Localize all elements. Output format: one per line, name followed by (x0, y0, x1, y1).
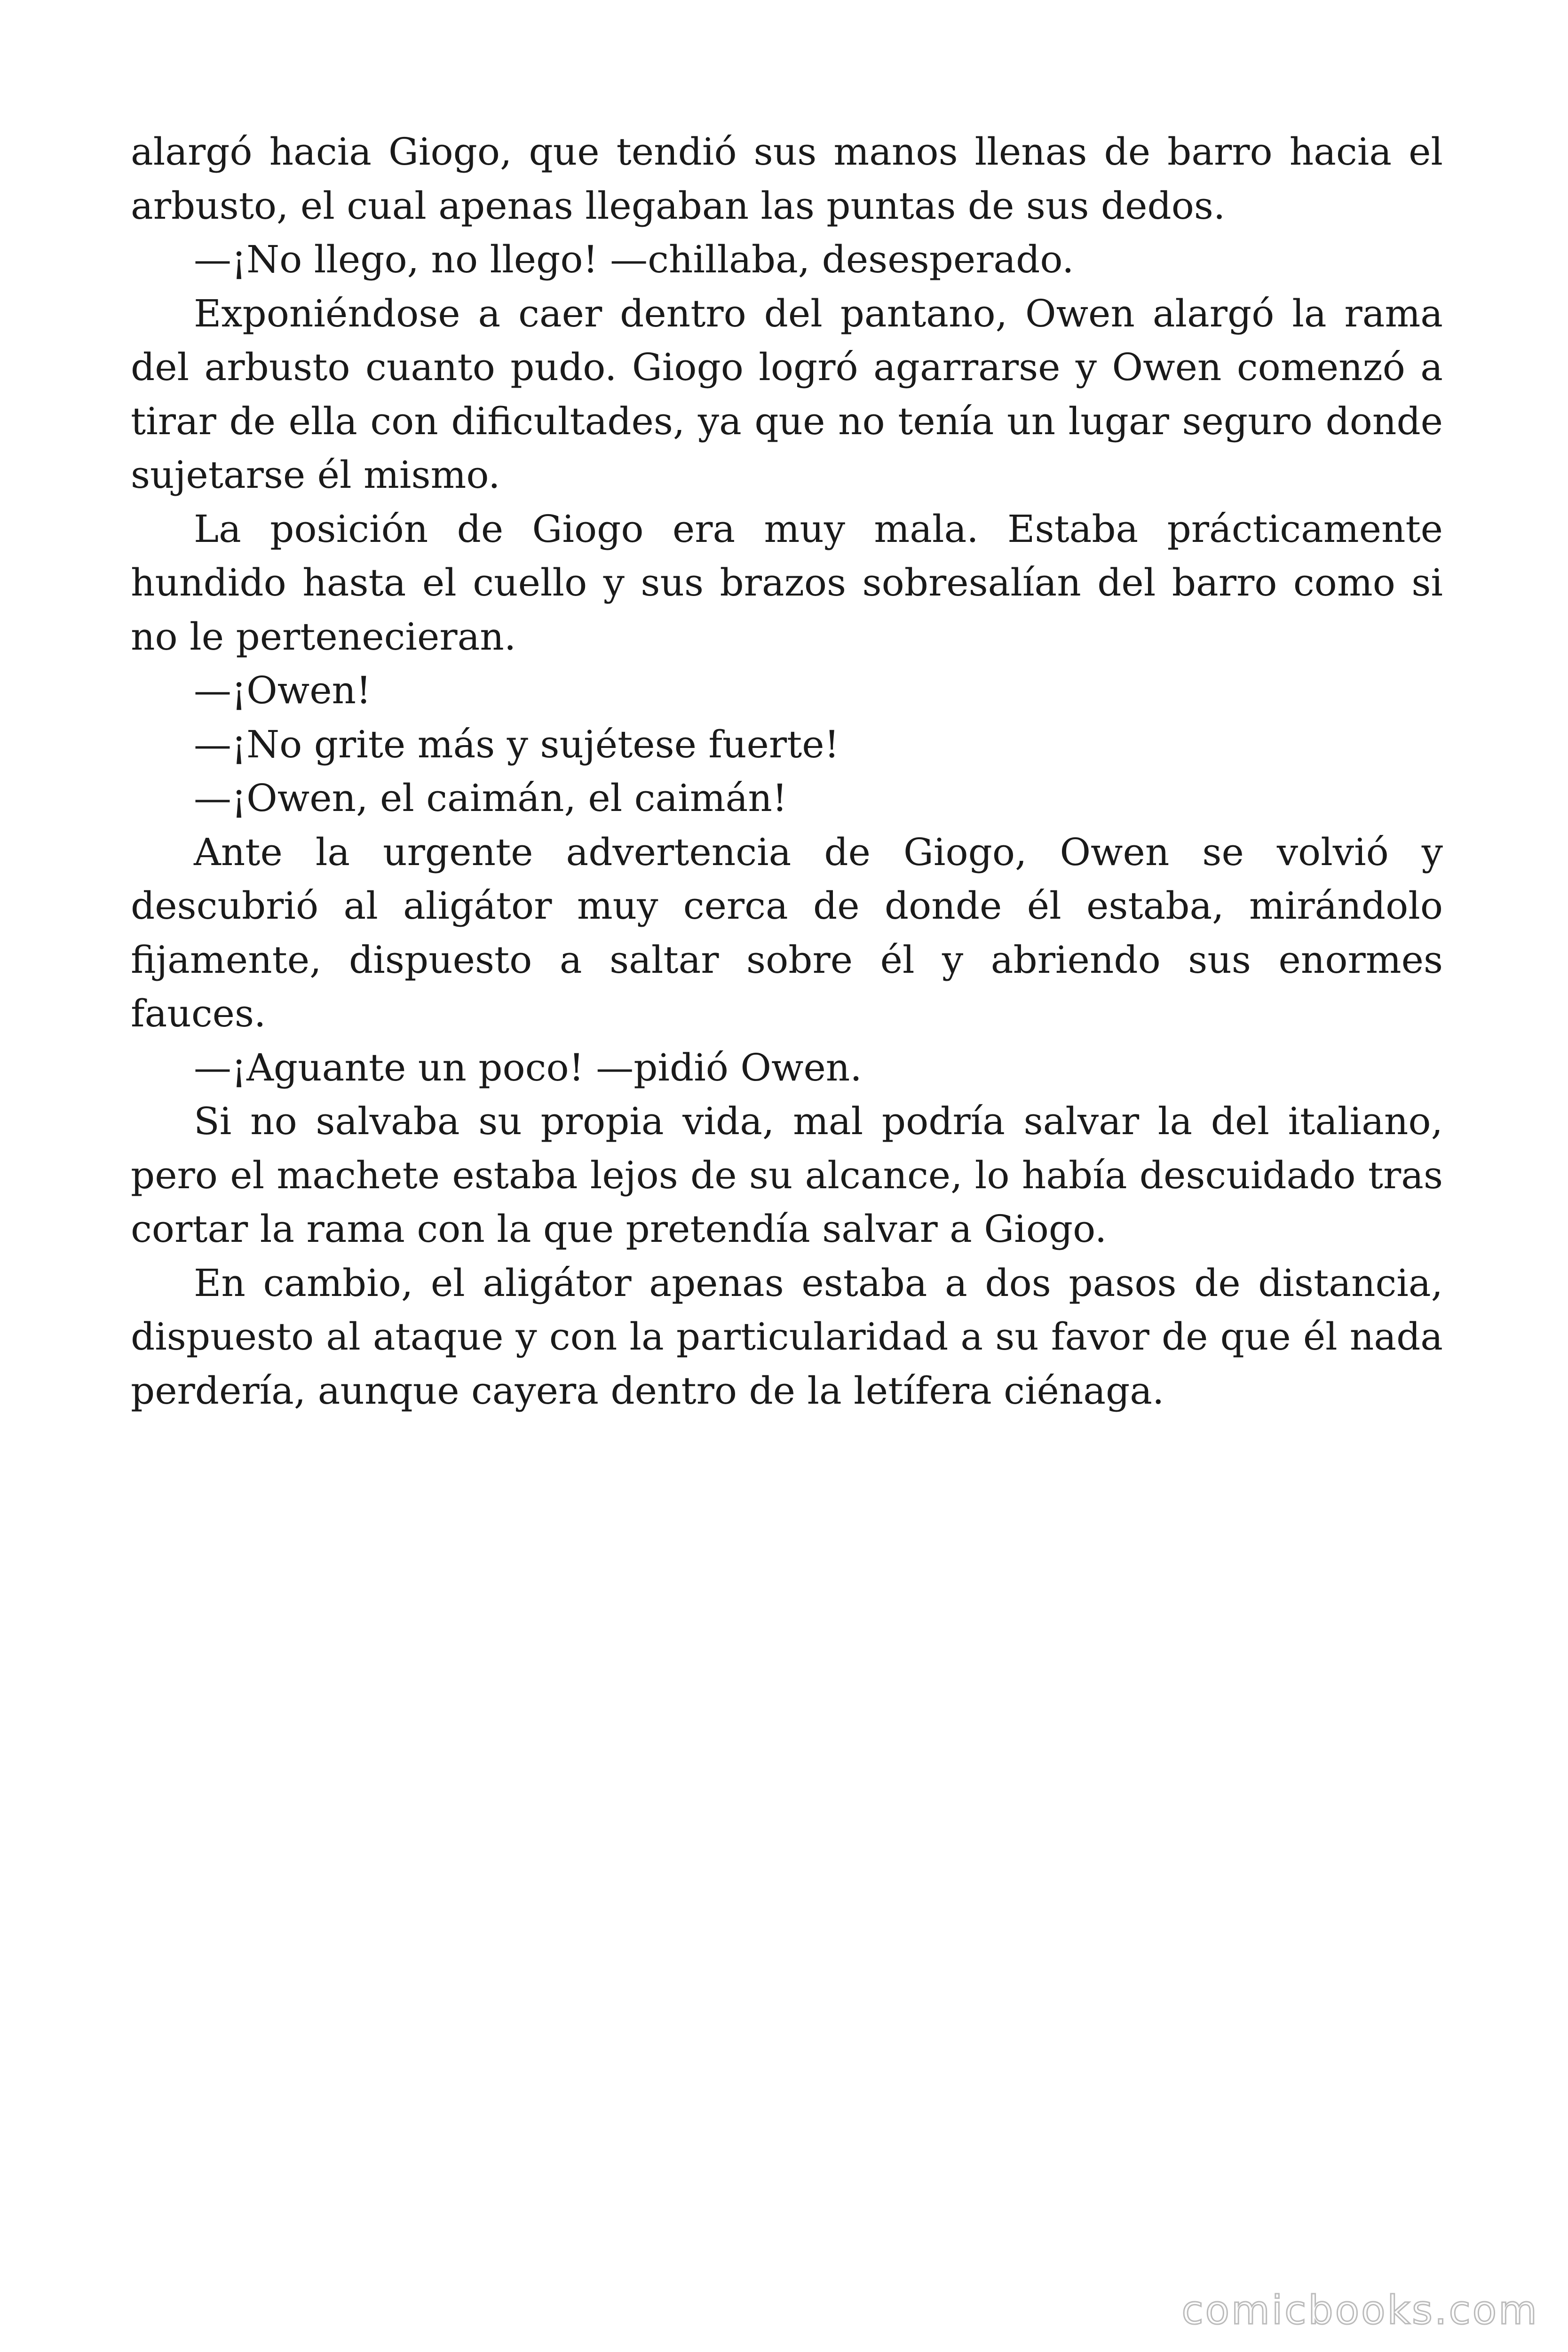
paragraph: La posición de Giogo era muy mala. Estaba prácticamente hundido hasta el cuello y sus brazos sobresalían del barro como si no le pertenecieran. (131, 507, 1443, 659)
paragraph: —¡No llego, no llego! —chillaba, desesperado. (194, 238, 1074, 281)
paragraph: En cambio, el aligátor apenas estaba a dos pasos de distancia, dispuesto al ataque y con la particularidad a su favor de que él nada perdería, aunque cayera dentro de la letífera ciénaga. (131, 1261, 1443, 1413)
paragraph: Si no salvaba su propia vida, mal podría salvar la del italiano, pero el machete estaba lejos de su alcance, lo había descuidado tras cortar la rama con la que pretendía salvar a Giogo. (131, 1099, 1443, 1251)
paragraph: —¡Owen, el caimán, el caimán! (194, 776, 787, 820)
body-text (131, 125, 1443, 1418)
paragraph: —¡No grite más y sujétese fuerte! (194, 722, 839, 766)
watermark: comicbooks.com (1181, 2287, 1539, 2333)
paragraph: Exponiéndose a caer dentro del pantano, Owen alargó la rama del arbusto cuanto pudo. Giogo logró agarrarse y Owen comenzó a tirar de ella con dificultades, ya que no tenía un lugar seguro donde sujetarse él mismo. (131, 291, 1443, 497)
paragraph: —¡Aguante un poco! —pidió Owen. (194, 1045, 862, 1089)
paragraph: alargó hacia Giogo, que tendió sus manos llenas de barro hacia el arbusto, el cual apenas llegaban las puntas de sus dedos. (131, 130, 1443, 228)
paragraph: Ante la urgente advertencia de Giogo, Owen se volvió y descubrió al aligátor muy cerca de donde él estaba, mirándolo fijamente, dispuesto a saltar sobre él y abriendo sus enormes fauces. (131, 830, 1443, 1035)
paragraph: —¡Owen! (194, 668, 372, 712)
